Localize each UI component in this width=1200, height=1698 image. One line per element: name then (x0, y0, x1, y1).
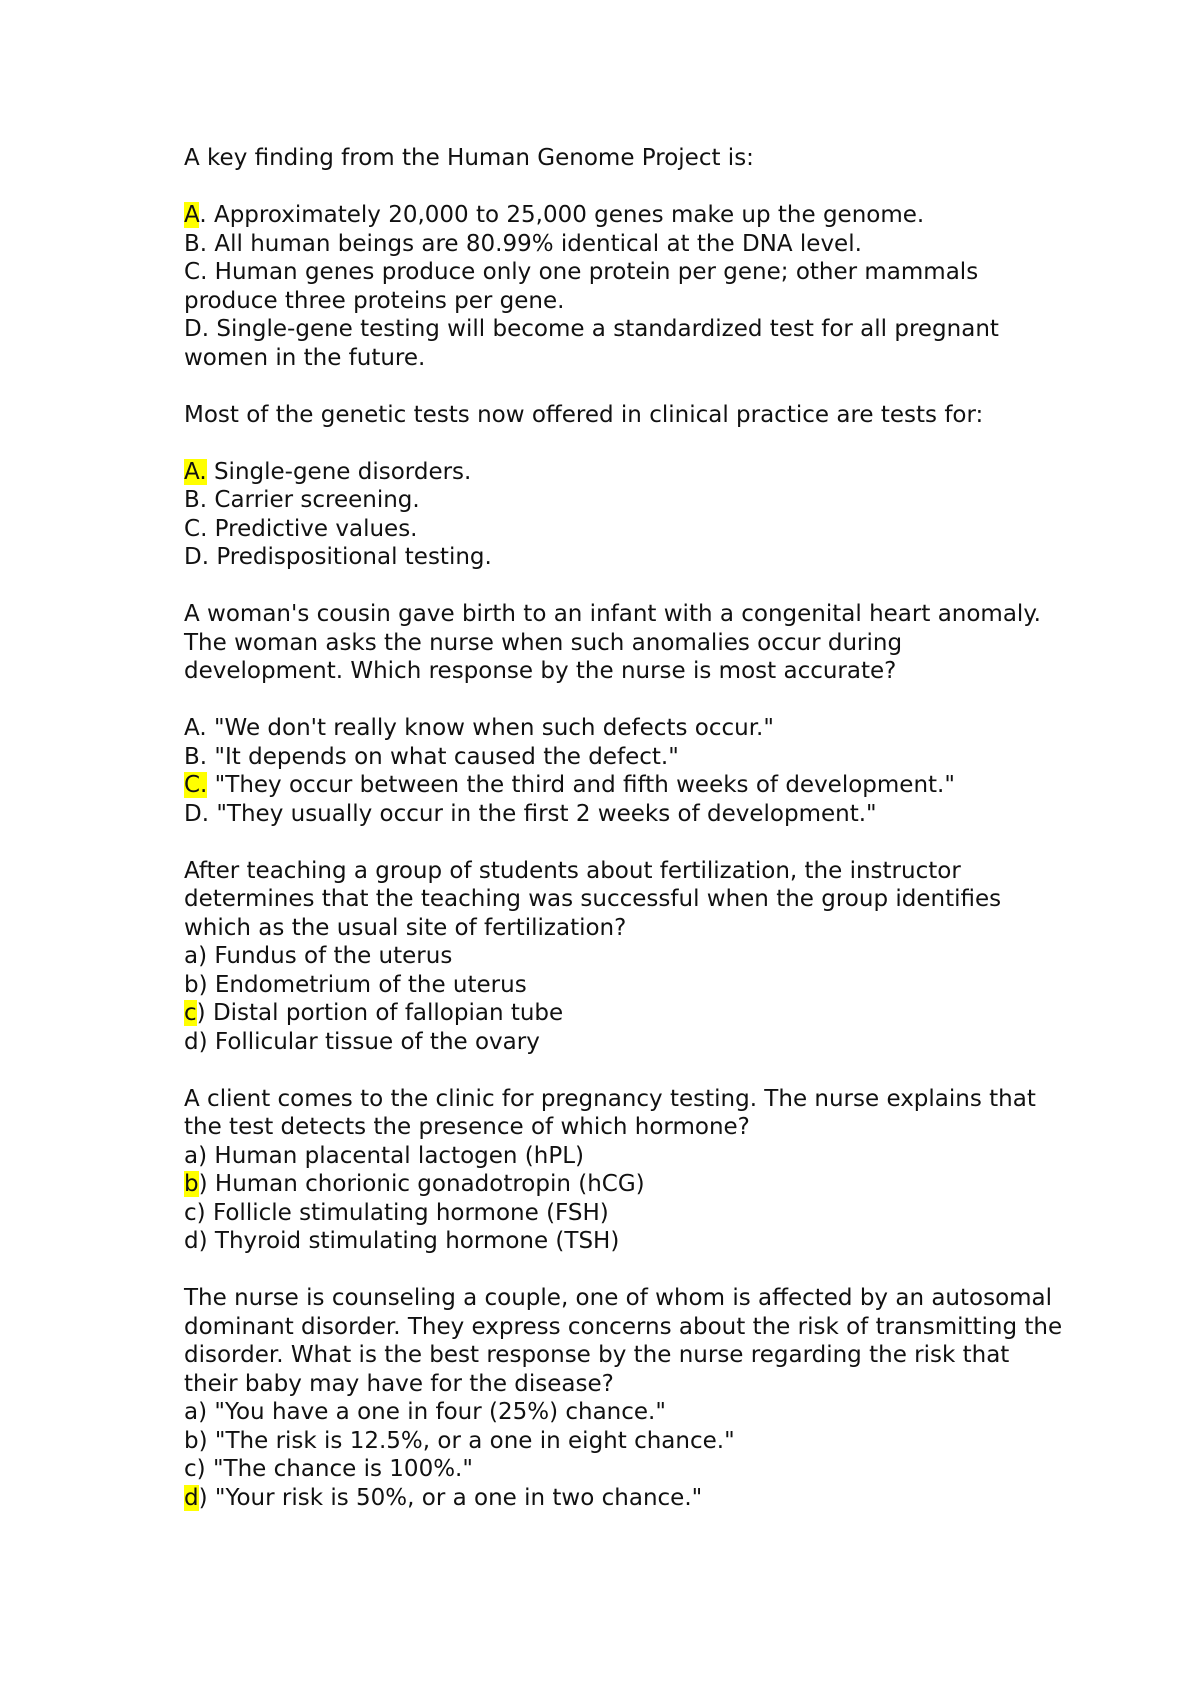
question-stem: A client comes to the clinic for pregnancy testing. The nurse explains that the test detects the presence of which hormone? (184, 1085, 1036, 1140)
answer-option-c (184, 999, 1064, 1028)
option-text: Follicular tissue of the ovary (207, 1028, 540, 1055)
option-separator: ) (198, 1228, 208, 1254)
option-separator: ) (198, 1484, 208, 1511)
answer-option-b (184, 486, 1064, 515)
option-letter: D (184, 316, 202, 342)
spacer (184, 173, 1064, 202)
question-3 (184, 600, 1064, 828)
option-letter: a (184, 943, 199, 969)
answer-option-a (184, 458, 1064, 487)
option-letter: a (184, 1142, 199, 1169)
option-letter: C (184, 515, 201, 542)
correct-answer-highlight: b (184, 1171, 199, 1197)
option-text: Human chorionic gonadotropin (hCG) (207, 1171, 645, 1197)
option-text: "They usually occur in the first 2 weeks of development." (209, 800, 877, 827)
option-text: "We don't really know when such defects occur." (206, 715, 774, 741)
option-letter: a (184, 1399, 199, 1425)
question-4 (184, 857, 1064, 1057)
option-text: Human placental lactogen (hPL) (207, 1142, 584, 1169)
option-text: Carrier screening. (207, 487, 420, 513)
option-letter: B (184, 743, 200, 770)
option-letter: B (184, 487, 200, 513)
option-text: Predispositional testing. (209, 544, 492, 570)
option-text: Fundus of the uterus (207, 943, 453, 969)
answer-option-d (184, 1028, 1064, 1057)
answer-option-b (184, 230, 1064, 259)
correct-answer-highlight: A. (184, 458, 207, 485)
option-separator: . (200, 259, 208, 285)
answer-option-b (184, 971, 1064, 1000)
answer-option-c (184, 515, 1064, 544)
option-separator: ) (198, 1171, 208, 1197)
question-stem: A key finding from the Human Genome Project is: (184, 145, 754, 171)
option-letter: c (184, 1456, 197, 1482)
option-separator: . (200, 515, 208, 542)
question-stem: Most of the genetic tests now offered in clinical practice are tests for: (184, 401, 984, 428)
option-separator: . (201, 544, 210, 570)
answer-option-a (184, 201, 1064, 230)
option-separator: . (199, 202, 207, 228)
answer-option-c (184, 258, 1064, 315)
correct-answer-highlight: A (184, 202, 200, 228)
question-5 (184, 1085, 1064, 1256)
option-letter: A (184, 715, 200, 741)
option-separator: ) (198, 1028, 208, 1055)
option-separator: . (201, 800, 210, 827)
question-stem: A woman's cousin gave birth to an infant with a congenital heart anomaly. The woman asks the nurse when such anomalies occur during development. Which response by the nurse is most accurate? (184, 601, 1041, 684)
answer-option-a (184, 1398, 1064, 1427)
option-letter: D (184, 544, 202, 570)
option-text: "It depends on what caused the defect." (207, 743, 679, 770)
option-letter: B (184, 230, 200, 257)
answer-option-c (184, 1199, 1064, 1228)
option-text: Single-gene testing will become a standardized test for all pregnant women in the future. (184, 316, 999, 371)
answer-option-d (184, 800, 1064, 829)
option-letter: C (184, 259, 201, 285)
option-separator: . (201, 316, 210, 342)
spacer (184, 686, 1064, 715)
option-separator: . (199, 230, 208, 257)
option-letter: d (184, 1228, 199, 1254)
option-text: Predictive values. (207, 515, 418, 542)
answer-option-c (184, 1455, 1064, 1484)
correct-answer-highlight: d (184, 1484, 199, 1511)
option-separator: . (199, 715, 207, 741)
option-text: "The risk is 12.5%, or a one in eight chance." (207, 1427, 735, 1454)
option-separator: ) (198, 1427, 208, 1454)
option-text: Distal portion of fallopian tube (205, 1000, 564, 1026)
question-6 (184, 1284, 1064, 1512)
option-text: "You have a one in four (25%) chance." (207, 1399, 666, 1425)
option-text: Follicle stimulating hormone (FSH) (205, 1199, 609, 1226)
question-stem: The nurse is counseling a couple, one of whom is affected by an autosomal dominant disorder. They express concerns about the risk of transmitting the disorder. What is the best response by the nurse regarding the risk that their baby may have for the disease? (184, 1285, 1063, 1397)
answer-option-b (184, 1427, 1064, 1456)
option-text: Approximately 20,000 to 25,000 genes make up the genome. (206, 202, 925, 228)
option-separator: ) (196, 1456, 206, 1482)
option-letter: d (184, 1028, 199, 1055)
answer-option-b (184, 743, 1064, 772)
option-separator: ) (196, 1199, 206, 1226)
option-text: "They occur between the third and fifth weeks of development." (207, 772, 955, 798)
option-letter: b (184, 1427, 199, 1454)
question-stem: After teaching a group of students about fertilization, the instructor determines that the teaching was successful when the group identifies which as the usual site of fertilization? (184, 857, 1002, 941)
answer-option-d (184, 543, 1064, 572)
option-text: "The chance is 100%." (205, 1456, 473, 1482)
option-separator: ) (198, 971, 208, 998)
option-separator: ) (196, 1000, 206, 1026)
option-text: Single-gene disorders. (206, 458, 472, 485)
option-letter: D (184, 800, 202, 827)
answer-option-a (184, 942, 1064, 971)
option-text: All human beings are 80.99% identical at the DNA level. (207, 230, 862, 257)
option-separator: ) (198, 943, 208, 969)
question-1 (184, 144, 1064, 372)
document-body (184, 144, 1064, 1541)
option-separator: ) (198, 1142, 208, 1169)
answer-option-b (184, 1170, 1064, 1199)
correct-answer-highlight: c (184, 1000, 197, 1026)
answer-option-d (184, 1227, 1064, 1256)
option-letter: b (184, 971, 199, 998)
answer-option-c (184, 771, 1064, 800)
answer-option-a (184, 1142, 1064, 1171)
option-text: "Your risk is 50%, or a one in two chance." (207, 1484, 703, 1511)
answer-option-d (184, 315, 1064, 372)
option-text: Thyroid stimulating hormone (TSH) (207, 1228, 620, 1254)
option-separator: . (199, 487, 208, 513)
correct-answer-highlight: C. (184, 772, 208, 798)
answer-option-a (184, 714, 1064, 743)
option-separator: . (199, 743, 208, 770)
option-text: Human genes produce only one protein per gene; other mammals produce three proteins per gene. (184, 259, 979, 314)
option-separator: ) (198, 1399, 208, 1425)
option-text: Endometrium of the uterus (207, 971, 527, 998)
answer-option-d (184, 1484, 1064, 1513)
spacer (184, 429, 1064, 458)
question-2 (184, 401, 1064, 572)
option-letter: c (184, 1199, 197, 1226)
